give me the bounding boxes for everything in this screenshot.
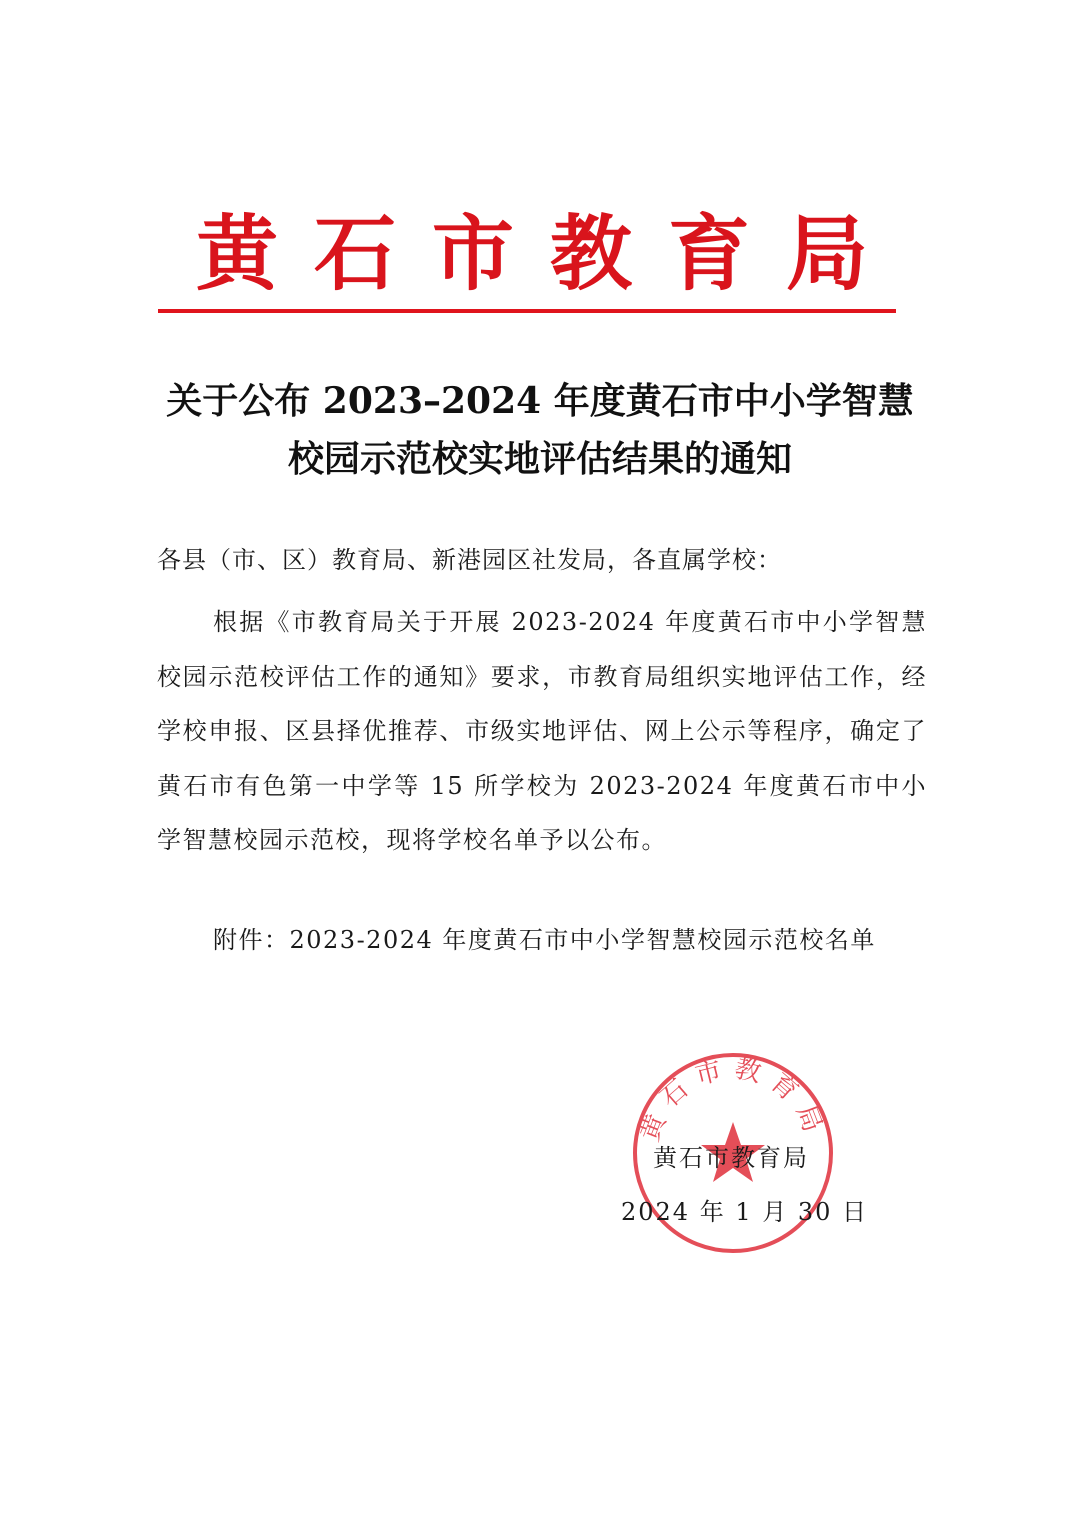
attachment-note: 附件：2023-2024 年度黄石市中小学智慧校园示范校名单 xyxy=(213,926,876,954)
seal-text: 黄石市教育局 xyxy=(635,1053,831,1146)
document-title-line-1: 关于公布 2023–2024 年度黄石市中小学智慧 xyxy=(166,380,914,422)
letterhead-divider xyxy=(158,309,896,313)
body-paragraph: 根据《市教育局关于开展 2023-2024 年度黄石市中小学智慧校园示范校评估工作的通知》要求，市教育局组织实地评估工作，经学校申报、区县择优推荐、市级实地评估、网上公示等程序，确定了黄石市有色第一中学等 15 所学校为 2023-2024 年度黄石市中小学智慧校园示范校，现将学校名单予以公布。 xyxy=(157,608,927,854)
signature-date: 2024 年 1 月 30 日 xyxy=(621,1198,869,1226)
letterhead-title: 黄石市教育局 xyxy=(196,207,905,302)
salutation: 各县（市、区）教育局、新港园区社发局，各直属学校： xyxy=(157,546,782,574)
document-title xyxy=(130,372,950,488)
signer-name: 黄石市教育局 xyxy=(653,1144,809,1172)
document-title-line-2: 校园示范校实地评估结果的通知 xyxy=(287,438,792,480)
